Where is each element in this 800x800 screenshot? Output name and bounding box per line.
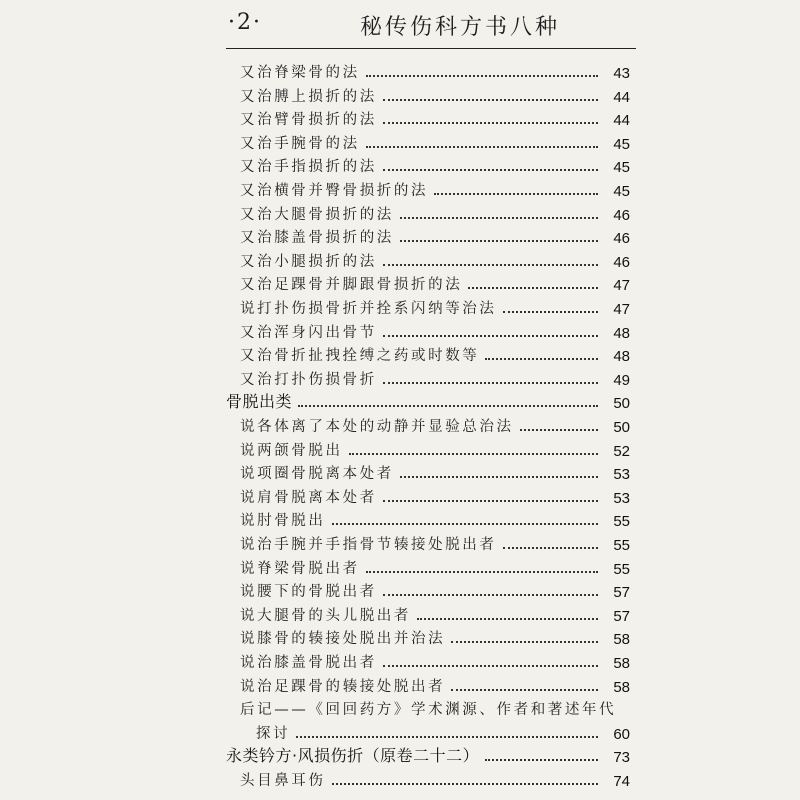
toc-leader-dots: [383, 594, 598, 596]
toc-leader-dots: [451, 641, 598, 643]
toc-leader-dots: [417, 618, 598, 620]
toc-entry[interactable]: [240, 768, 630, 790]
toc-entry-title: 又治大腿骨损折的法: [240, 206, 394, 223]
toc-leader-dots: [383, 335, 598, 337]
toc-entry-page: 43: [613, 65, 630, 82]
toc-entry-page: 45: [613, 159, 630, 177]
toc-entry-page: 57: [613, 584, 630, 602]
page-header: [0, 0, 800, 52]
toc-entry-title: 说治膝盖骨脱出者: [240, 655, 377, 671]
toc-entry[interactable]: [240, 202, 630, 224]
toc-entry-page: 73: [613, 749, 630, 767]
toc-entry[interactable]: [226, 744, 630, 766]
toc-entry[interactable]: [240, 626, 630, 648]
toc-entry-title: 说脊梁骨脱出者: [240, 560, 360, 577]
toc-leader-dots: [503, 547, 599, 549]
toc-entry-page: 49: [613, 371, 630, 389]
toc-entry[interactable]: [240, 84, 630, 106]
toc-entry-title: 说膝骨的辏接处脱出并治法: [240, 631, 446, 648]
toc-leader-dots: [520, 429, 598, 431]
running-title: 秘传伤科方书八种: [360, 15, 561, 40]
toc-entry-page: 58: [613, 678, 630, 696]
toc-entry-page: 58: [613, 631, 630, 649]
toc-entry[interactable]: [240, 225, 630, 247]
toc-leader-dots: [400, 240, 598, 242]
toc-entry-title: 说大腿骨的头儿脱出者: [240, 607, 411, 624]
toc-entry-title: 又治骨折扯拽拴缚之药或时数等: [240, 348, 480, 365]
toc-entry-title: 说项圈骨脱离本处者: [240, 466, 394, 483]
toc-leader-dots: [383, 99, 598, 101]
toc-entry-title: 说两颌骨脱出: [240, 442, 343, 459]
toc-leader-dots: [383, 264, 598, 266]
toc-entry-page: 48: [613, 324, 630, 342]
toc-entry-page: 47: [613, 277, 630, 295]
toc-entry-page: 45: [613, 183, 630, 200]
toc-entry-page: 44: [613, 112, 630, 130]
toc-entry-page: 46: [613, 206, 630, 224]
toc-entry-title-continued: 探讨: [256, 725, 291, 742]
page-number: ·2·: [228, 10, 262, 35]
toc-leader-dots: [383, 122, 598, 124]
toc-entry-title: 说治足踝骨的辏接处脱出者: [240, 678, 446, 695]
toc-entry[interactable]: [240, 320, 630, 342]
toc-leader-dots: [383, 169, 598, 171]
toc-entry[interactable]: [240, 697, 616, 719]
toc-leader-dots: [366, 146, 598, 148]
toc-leader-dots: [383, 500, 598, 502]
toc-leader-dots: [349, 453, 598, 455]
toc-entry-page: 55: [613, 560, 630, 578]
toc-entry[interactable]: [240, 296, 630, 318]
toc-entry-title: 说打扑伤损骨折并拴系闪纳等治法: [240, 301, 497, 317]
toc-entry-title: 又治浑身闪出骨节: [240, 324, 377, 341]
toc-entry[interactable]: [226, 390, 630, 412]
toc-entry-page: 45: [613, 135, 630, 153]
toc-leader-dots: [485, 759, 598, 761]
toc-entry-title: 说肘骨脱出: [240, 513, 326, 530]
toc-entry[interactable]: [240, 579, 630, 601]
toc-entry[interactable]: [240, 272, 630, 294]
toc-entry-page: 46: [613, 230, 630, 248]
toc-entry-title: 说治手腕并手指骨节辏接处脱出者: [240, 537, 497, 553]
toc-entry-title: 头目鼻耳伤: [240, 773, 326, 789]
toc-entry[interactable]: [240, 367, 630, 389]
toc-entry-title: 又治横骨并臀骨损折的法: [240, 183, 429, 199]
toc-leader-dots: [366, 571, 598, 573]
toc-entry-title: 后记——《回回药方》学术渊源、作者和著述年代: [240, 702, 617, 719]
toc-entry[interactable]: [240, 414, 630, 436]
toc-entry-title: 又治足踝骨并脚跟骨损折的法: [240, 277, 463, 294]
toc-entry-title: 又治手指损折的法: [240, 159, 377, 176]
toc-entry-title: 说腰下的骨脱出者: [240, 584, 377, 601]
toc-entry-page: 46: [613, 253, 630, 271]
toc-leader-dots: [383, 382, 598, 384]
toc-entry[interactable]: [240, 178, 630, 200]
toc-leader-dots: [332, 523, 599, 525]
toc-entry[interactable]: [240, 107, 630, 129]
toc-entry-title: 又治臂骨损折的法: [240, 112, 377, 129]
toc-entry-continuation[interactable]: [256, 721, 630, 743]
toc-leader-dots: [383, 665, 598, 667]
toc-entry[interactable]: [240, 603, 630, 625]
toc-entry-page: 60: [613, 725, 630, 743]
toc-entry-page: 55: [613, 513, 630, 531]
toc-entry-page: 50: [613, 419, 630, 436]
toc-entry[interactable]: [240, 674, 630, 696]
toc-entry-title: 永类钤方·风损伤折（原卷二十二）: [226, 746, 480, 766]
toc-entry[interactable]: [240, 131, 630, 153]
toc-entry-page: 55: [613, 537, 630, 554]
toc-leader-dots: [366, 75, 598, 77]
toc-entry[interactable]: [240, 508, 630, 530]
toc-entry-title: 又治小腿损折的法: [240, 253, 377, 270]
toc-entry-title: 说肩骨脱离本处者: [240, 489, 377, 506]
toc-entry-title: 又治膝盖骨损折的法: [240, 230, 394, 247]
toc-entry[interactable]: [240, 650, 630, 672]
toc-entry-page: 52: [613, 442, 630, 460]
toc-entry-page: 44: [613, 88, 630, 106]
toc-entry[interactable]: [240, 343, 630, 365]
toc-entry-title: 说各体离了本处的动静并显验总治法: [240, 419, 514, 435]
toc-entry-page: 74: [613, 773, 630, 790]
toc-entry-title: 又治手腕骨的法: [240, 135, 360, 152]
toc-entry-page: 58: [613, 655, 630, 672]
toc-entry[interactable]: [240, 461, 630, 483]
header-rule: [226, 48, 636, 49]
toc-entry-title: 又治脊梁骨的法: [240, 65, 360, 81]
toc-leader-dots: [332, 783, 599, 785]
toc-entry-page: 53: [613, 489, 630, 507]
toc-entry[interactable]: [240, 249, 630, 271]
toc-entry-title: 骨脱出类: [226, 392, 293, 412]
toc-leader-dots: [400, 476, 598, 478]
toc-entry-page: 57: [613, 607, 630, 625]
toc-entry-title: 又治膊上损折的法: [240, 88, 377, 105]
toc-entry[interactable]: [240, 154, 630, 176]
toc-entry-title: 又治打扑伤损骨折: [240, 371, 377, 388]
toc-entry[interactable]: [240, 438, 630, 460]
toc-entry[interactable]: [240, 532, 630, 554]
toc-leader-dots: [468, 287, 598, 289]
toc-entry[interactable]: [240, 485, 630, 507]
toc-leader-dots: [296, 736, 598, 738]
toc-leader-dots: [400, 217, 598, 219]
toc-leader-dots: [434, 193, 598, 195]
toc-entry[interactable]: [240, 556, 630, 578]
toc-entry-page: 53: [613, 466, 630, 484]
toc-leader-dots: [298, 405, 598, 407]
toc-entry-page: 48: [613, 348, 630, 366]
toc-entry-page: 50: [613, 395, 630, 413]
toc-entry-page: 47: [613, 301, 630, 318]
toc-leader-dots: [485, 358, 598, 360]
toc-leader-dots: [451, 689, 598, 691]
toc-leader-dots: [503, 311, 599, 313]
toc-entry[interactable]: [240, 60, 630, 82]
